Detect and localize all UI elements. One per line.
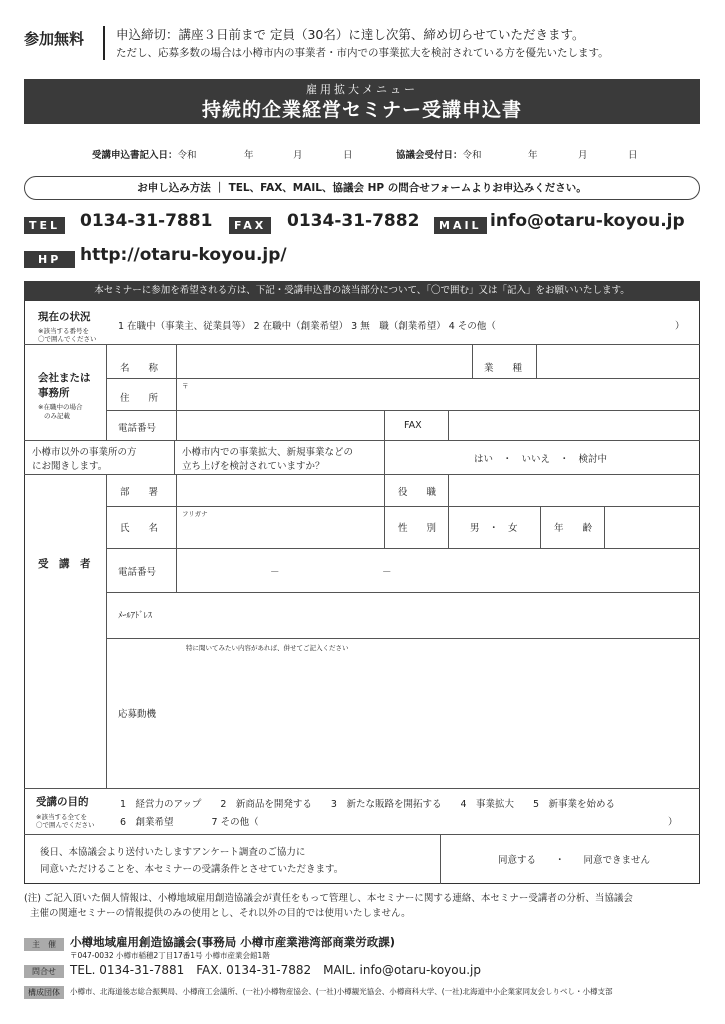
outside-q2b: 立ち上げを検討されていますか？ (182, 461, 325, 472)
deadline-text: 申込締切：講座３日前まで 定員（30名）に達し次第、締め切らせていただきます。 (116, 27, 585, 42)
purpose-close: ） (668, 817, 678, 828)
industry-field[interactable] (537, 345, 699, 377)
position-label: 役 職 (398, 487, 437, 498)
apply-methods: お申し込み方法 ｜ TEL、FAX、MAIL、協議会 HP の問合せフォームよりお申込みください。 (24, 176, 700, 200)
fax-tag: FAX (229, 217, 271, 234)
consent-text2: 同意いただけることを、本セミナーの受講条件とさせていただきます。 (40, 864, 344, 875)
company-label2: 事務所 (38, 387, 70, 399)
motive-label: 応募動機 (118, 709, 157, 720)
accept-month: 月 (578, 150, 588, 161)
free-participation-label: 参加無料 (24, 30, 85, 48)
accept-date-line (396, 147, 482, 161)
consent-options[interactable]: 同意する ・ 同意できません (498, 855, 651, 866)
outside-q1a: 小樽市以外の事業所の方 (32, 447, 137, 458)
company-sub2: のみ記載 (44, 412, 70, 420)
menu-label: 雇用拡大メニュー (306, 83, 418, 96)
company-sub1: ※在職中の場合 (38, 403, 83, 411)
fax-number: 0134-31-7882 (287, 211, 420, 231)
attendee-phone-field[interactable] (177, 549, 699, 591)
title-banner (24, 79, 700, 124)
gender-options[interactable]: 男 ・ 女 (470, 523, 518, 534)
company-phone-field[interactable] (177, 411, 383, 439)
inquiry-contacts: TEL. 0134-31-7881 FAX. 0134-31-7882 MAIL. info@otaru-koyou.jp (70, 963, 481, 977)
attendee-phone-label: 電話番号 (118, 567, 157, 578)
phone-dash-1: － (270, 567, 280, 578)
age-field[interactable] (605, 507, 699, 547)
tel-number[interactable]: 0134-31-7881 (80, 211, 213, 231)
accept-date-label: 協議会受付日： (396, 150, 463, 161)
host-tag: 主 催 (24, 938, 64, 951)
attendee-name-label: 氏 名 (120, 523, 159, 534)
company-phone-label: 電話番号 (118, 423, 157, 434)
entry-era: 令和 (177, 150, 197, 161)
member-organizations: 小樽市、北海道後志総合振興局、小樽商工会議所、(一社)小樽物産協会、(一社)小樽観光協会、小樽商科大学、(一社)北海道中小企業家同友会しりべし・小樽支部 (70, 987, 613, 996)
motive-hint: 特に聞いてみたい内容があれば、併せてご記入ください (186, 644, 349, 652)
entry-day: 日 (343, 150, 353, 161)
status-sub2: 〇で囲んでください (38, 335, 97, 343)
position-field[interactable] (449, 475, 699, 505)
host-address: 〒047-0032 小樽市稲穂2丁目17番1号 小樽市産業会館1階 (70, 951, 270, 960)
status-label: 現在の状況 (38, 311, 91, 323)
phone-dash-2: － (382, 567, 392, 578)
attendee-name-field[interactable] (177, 507, 383, 547)
company-name-field[interactable] (177, 345, 471, 377)
motive-field[interactable] (177, 652, 699, 787)
entry-date-line (92, 147, 197, 161)
company-fax-label: FAX (404, 420, 422, 431)
industry-label: 業 種 (484, 363, 523, 374)
dept-field[interactable] (177, 475, 383, 505)
status-options[interactable]: 1 在職中（事業主、従業員等） 2 在職中（創業希望） 3 無 職（創業希望） 4 その他（ (118, 321, 496, 332)
status-close: ） (675, 321, 685, 332)
consent-text1: 後日、本協議会より送付いたしますアンケート調査のご協力に (40, 847, 306, 858)
mail-tag: MAIL (434, 217, 487, 234)
outside-answers[interactable]: はい ・ いいえ ・ 検討中 (474, 454, 608, 465)
privacy-note-line2: 主催の関連セミナーの情報提供のみの使用とし、それ以外の目的では使用いたしません。 (30, 908, 411, 919)
email-field[interactable] (177, 593, 699, 637)
address-label: 住 所 (120, 393, 159, 404)
company-label1: 会社または (38, 372, 91, 384)
priority-text: ただし、応募多数の場合は小樽市内の事業者・市内での事業拡大を検討されている方を優先いたします。 (116, 47, 609, 59)
purpose-options-line2[interactable]: 6 創業希望 7 その他（ (120, 817, 259, 828)
entry-month: 月 (293, 150, 303, 161)
company-name-label: 名 称 (120, 363, 159, 374)
purpose-options-line1[interactable]: 1 経営力のアップ 2 新商品を開発する 3 新たな販路を開拓する 4 事業拡大 5 新事業を始める (120, 799, 616, 810)
outside-q1b: にお聞きします。 (32, 461, 108, 472)
mail-address[interactable]: info@otaru-koyou.jp (490, 211, 685, 231)
purpose-sub1: ※該当する全てを (36, 813, 87, 821)
age-label: 年 齢 (554, 523, 593, 534)
form-instruction: 本セミナーに参加を希望される方は、下記・受講申込書の該当部分について、「〇で囲む」又は「記入」をお願いいたします。 (24, 281, 700, 301)
privacy-note-line1: (注) ご記入頂いた個人情報は、小樽地域雇用創造協議会が責任をもって管理し、本セミナーに関する連絡、本セミナー受講者の分析、当協議会 (24, 893, 633, 904)
outside-q2a: 小樽市内での事業拡大、新規事業などの (182, 447, 354, 458)
gender-label: 性 別 (398, 523, 437, 534)
postal-mark: 〒 (182, 382, 189, 390)
address-field[interactable] (177, 379, 699, 409)
tel-row (24, 214, 65, 234)
status-sub1: ※該当する番号を (38, 327, 89, 335)
hp-tag: HP (24, 251, 75, 268)
tel-tag: TEL (24, 217, 65, 234)
accept-day: 日 (628, 150, 638, 161)
purpose-label: 受講の目的 (36, 796, 89, 808)
inquiry-tag: 問合せ (24, 965, 64, 978)
members-tag: 構成団体 (24, 986, 64, 999)
attendee-label: 受 講 者 (38, 558, 91, 570)
divider (103, 26, 105, 60)
company-fax-field[interactable] (449, 411, 699, 439)
entry-year: 年 (244, 150, 254, 161)
furigana-label: フリガナ (182, 510, 208, 518)
page-title: 持続的企業経営セミナー受講申込書 (201, 99, 522, 121)
accept-year: 年 (528, 150, 538, 161)
email-label: ﾒｰﾙｱﾄﾞﾚｽ (118, 611, 153, 621)
purpose-sub2: 〇で囲んでください (36, 821, 95, 829)
hp-link[interactable]: http://otaru-koyou.jp/ (80, 245, 287, 265)
entry-date-label: 受講申込書記入日： (92, 150, 178, 161)
host-name: 小樽地域雇用創造協議会(事務局 小樽市産業港湾部商業労政課) (70, 935, 396, 949)
accept-era: 令和 (462, 150, 482, 161)
dept-label: 部 署 (120, 487, 159, 498)
